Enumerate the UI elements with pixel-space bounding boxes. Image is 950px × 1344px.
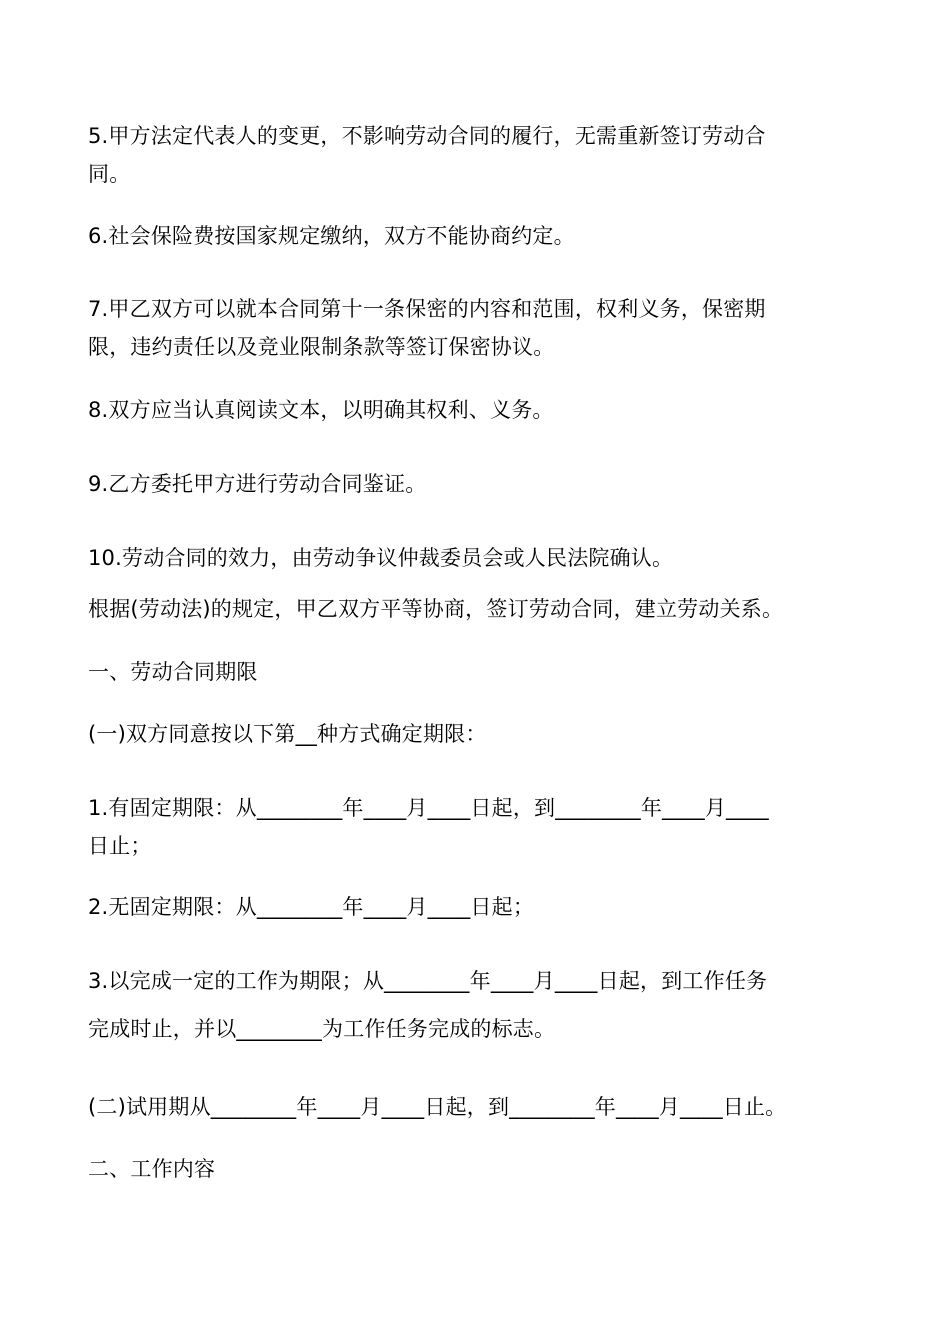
- section-2-title: 二、工作内容: [88, 1157, 216, 1181]
- clause-6-line-1: 6.社会保险费按国家规定缴纳，双方不能协商约定。: [88, 224, 575, 248]
- term-option-3-line-1: 3.以完成一定的工作为期限；从________年____月____日起，到工作任务: [88, 969, 768, 993]
- section-1-title: 一、劳动合同期限: [88, 660, 258, 684]
- clause-7-line-2: 限，违约责任以及竞业限制条款等签订保密协议。: [88, 335, 555, 359]
- term-option-1-paragraph: [88, 789, 878, 865]
- preamble-paragraph: [88, 590, 878, 628]
- section-1-sub-2-line-1: (二)试用期从________年____月____日起，到________年____月____日止。: [88, 1095, 787, 1119]
- term-option-3-spacer: [88, 1000, 878, 1010]
- clause-9-line-1: 9.乙方委托甲方进行劳动合同鉴证。: [88, 472, 427, 496]
- clause-5-line-1: 5.甲方法定代表人的变更，不影响劳动合同的履行，无需重新签订劳动合: [88, 124, 766, 148]
- clause-8-line-1: 8.双方应当认真阅读文本，以明确其权利、义务。: [88, 398, 554, 422]
- clause-10-line-1: 10.劳动合同的效力，由劳动争议仲裁委员会或人民法院确认。: [88, 546, 674, 570]
- section-1-sub-1-paragraph: [88, 715, 878, 753]
- term-option-3-paragraph: [88, 962, 878, 1048]
- clause-5-paragraph: [88, 117, 878, 193]
- term-option-2-paragraph: [88, 888, 878, 926]
- term-option-1-line-1: 1.有固定期限：从________年____月____日起，到________年____月____: [88, 796, 769, 820]
- clause-5-line-2: 同。: [88, 162, 131, 186]
- clause-8-paragraph: [88, 391, 878, 429]
- preamble-line-1: 根据(劳动法)的规定，甲乙双方平等协商，签订劳动合同，建立劳动关系。: [88, 597, 784, 621]
- section-1-sub-1-line-1: (一)双方同意按以下第__种方式确定期限：: [88, 722, 487, 746]
- term-option-2-line-1: 2.无固定期限：从________年____月____日起；: [88, 895, 535, 919]
- clause-7-line-1: 7.甲乙双方可以就本合同第十一条保密的内容和范围，权利义务，保密期: [88, 297, 766, 321]
- clause-7-paragraph: [88, 290, 878, 366]
- clause-9-paragraph: [88, 465, 878, 503]
- section-1-heading: [88, 653, 878, 691]
- section-1-sub-2-paragraph: [88, 1088, 878, 1126]
- section-2-heading: [88, 1150, 878, 1188]
- clause-10-paragraph: [88, 539, 878, 577]
- term-option-1-line-2: 日止；: [88, 834, 152, 858]
- clause-6-paragraph: [88, 217, 878, 255]
- term-option-3-line-2: 完成时止，并以________为工作任务完成的标志。: [88, 1017, 556, 1041]
